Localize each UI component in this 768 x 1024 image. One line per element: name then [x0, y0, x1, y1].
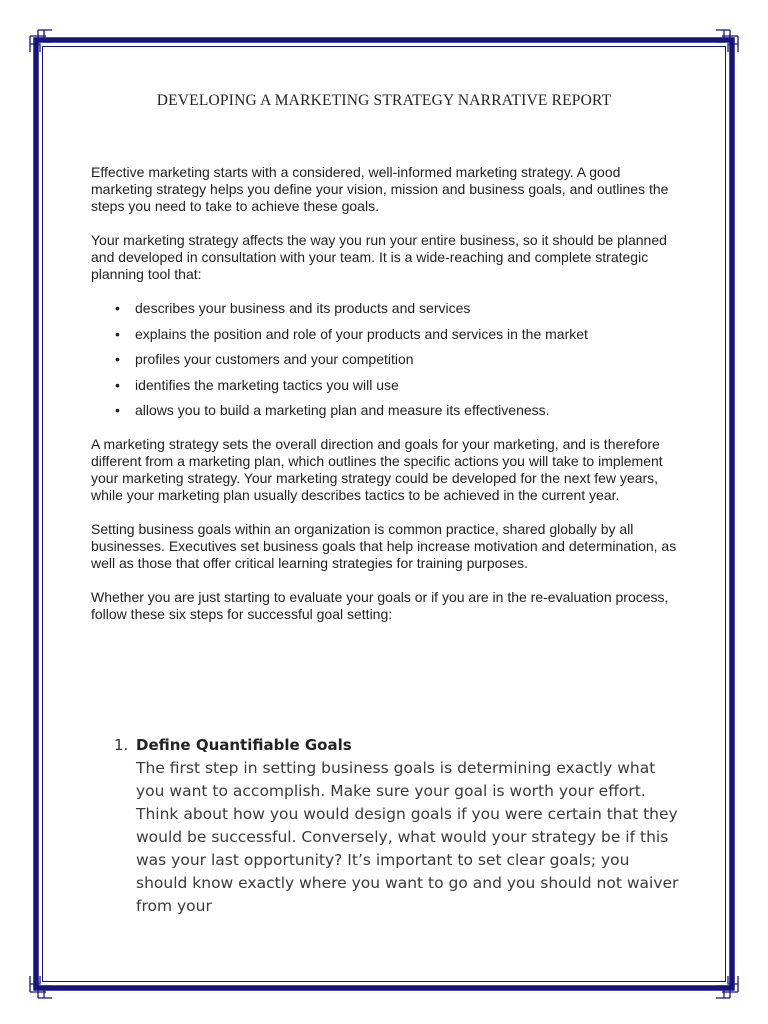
- list-item: [115, 402, 683, 419]
- bullet-icon: •: [115, 325, 120, 342]
- item-description: The first step in setting business goals is determining exactly what you want to accomplish. Make sure your goal is worth your effort. Think about how you would design goals if you were certain that they would be successful. Conversely, what would your strategy be if this was your last opportunity? It’s important to set clear goals; you should know exactly where you want to go and you should not waiver from your: [136, 759, 679, 915]
- bullet-icon: •: [115, 376, 120, 393]
- list-item-text: identifies the marketing tactics you will use: [135, 376, 399, 393]
- paragraph: Effective marketing starts with a considered, well-informed marketing strategy. A good marketing strategy helps you define your vision, mission and business goals, and outlines the steps you need to take to achieve these goals.: [91, 164, 669, 214]
- list-item: [115, 326, 683, 343]
- item-heading: Define Quantifiable Goals: [136, 736, 352, 754]
- paragraph: Setting business goals within an organization is common practice, shared globally by all businesses. Executives set business goals that help increase motivation and determination, as well as those that offer critical learning strategies for training purposes.: [91, 521, 677, 572]
- list-item-text: allows you to build a marketing plan and measure its effectiveness.: [135, 402, 550, 419]
- list-item: [115, 300, 683, 317]
- list-item-text: profiles your customers and your competition: [135, 351, 414, 368]
- list-item-text: describes your business and its products and services: [135, 300, 471, 316]
- paragraph: A marketing strategy sets the overall direction and goals for your marketing, and is therefore different from a marketing plan, which outlines the specific actions you will take to implement your marketing strategy. Your marketing strategy could be developed for the next few years, while your marketing plan usually describes tactics to be achieved in the current year.: [91, 436, 663, 504]
- bullet-list: [91, 300, 683, 419]
- document-title: DEVELOPING A MARKETING STRATEGY NARRATIVE REPORT: [156, 92, 612, 109]
- list-item-text: explains the position and role of your products and services in the market: [135, 325, 588, 342]
- bullet-icon: •: [115, 300, 120, 316]
- list-item: [115, 377, 683, 394]
- bullet-icon: •: [115, 402, 120, 419]
- paragraph: Your marketing strategy affects the way you run your entire business, so it should be planned and developed in consultation with your team. It is a wide-reaching and complete strategic planning tool that:: [91, 232, 667, 282]
- item-number: 1.: [114, 736, 129, 754]
- document-body: [91, 164, 683, 640]
- paragraph: Whether you are just starting to evaluate your goals or if you are in the re-evaluation process, follow these six steps for successful goal setting:: [91, 589, 669, 623]
- numbered-item: [114, 733, 684, 918]
- bullet-icon: •: [115, 351, 120, 368]
- list-item: [115, 351, 683, 368]
